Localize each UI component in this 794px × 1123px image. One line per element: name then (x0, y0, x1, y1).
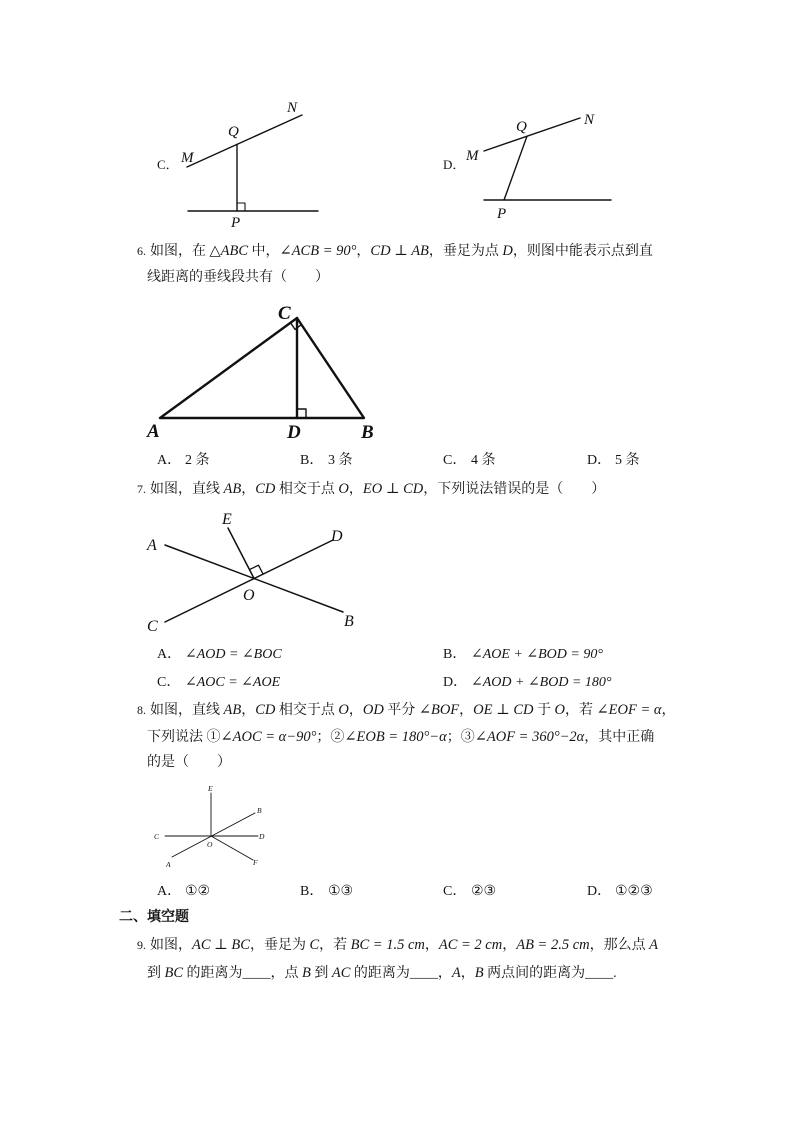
math-expression: B (474, 965, 484, 981)
option-text: ∠AOC = ∠AOE (185, 675, 281, 690)
text-run: 的是（ ） (147, 755, 231, 770)
text-run: 到 (310, 966, 332, 981)
text-run: ，则图中能表示点到直 (512, 244, 653, 259)
point-label-c: C (147, 618, 158, 635)
angle-bisector-figure (150, 783, 270, 873)
point-label-q: Q (516, 119, 527, 135)
option-c-label: C． (157, 157, 179, 172)
text-run: 两点间的距离为____. (483, 966, 617, 981)
math-expression: CD (255, 702, 276, 718)
question-7-option-b (443, 646, 603, 664)
question-7-option-d (443, 674, 612, 692)
option-label: D． (587, 884, 612, 899)
point-label-n: N (584, 112, 595, 128)
vertex-label-c: C (278, 303, 291, 324)
text-run: 的距离为____， (350, 966, 452, 981)
point-label-o: O (243, 587, 255, 604)
option-text: ②③ (471, 884, 497, 899)
question-8-option-d (587, 883, 653, 901)
option-label: C． (443, 453, 467, 468)
point-label-m: M (181, 150, 194, 166)
math-expression: CD (255, 481, 276, 497)
option-text: ∠AOD + ∠BOD = 180° (471, 675, 612, 690)
option-label: A． (157, 647, 182, 662)
text-run: 如图，直线 (150, 703, 224, 718)
question-8-option-b (300, 883, 353, 901)
question-7-option-c (157, 674, 280, 692)
text-run: ，下列说法错误的是（ ） (423, 482, 606, 497)
text-line-content (147, 966, 617, 981)
option-label: B． (443, 647, 467, 662)
option-text: 2 条 (185, 453, 210, 468)
point-label-p: P (231, 215, 241, 231)
text-run: 平分 (383, 703, 419, 718)
option-label: A． (157, 884, 182, 899)
point-label-d: D (259, 832, 265, 841)
question-number: 6. (137, 244, 146, 258)
text-run: ，垂足为 (249, 938, 310, 953)
math-expression: OE ⊥ CD (473, 702, 534, 718)
option-text: ∠AOD = ∠BOC (185, 647, 282, 662)
option-c-figure (150, 90, 330, 235)
text-run: 于 (533, 703, 555, 718)
point-label-a: A (147, 537, 157, 554)
point-label-e: E (222, 511, 232, 528)
intersecting-lines-figure (140, 505, 365, 637)
question-8-line-3 (147, 754, 231, 772)
option-text: 5 条 (615, 453, 640, 468)
option-label: D． (443, 675, 468, 690)
segment-qp (504, 136, 527, 200)
line-ab (172, 813, 255, 857)
math-expression: ∠EOF = α (596, 702, 662, 718)
text-run: 的距离为____，点 (183, 966, 303, 981)
right-angle-mark (237, 203, 245, 211)
option-label: C． (157, 675, 181, 690)
point-label-n: N (287, 100, 298, 116)
text-run: ，若 (565, 703, 597, 718)
vertex-label-a: A (147, 421, 160, 442)
text-run: ，其中正确 (584, 730, 655, 745)
point-label-f: F (253, 858, 258, 867)
math-expression: ∠AOF = 360°−2α (474, 729, 585, 745)
math-expression: AB = 2.5 cm (516, 937, 590, 953)
option-label: C． (443, 884, 467, 899)
text-run: ， (348, 482, 363, 497)
right-angle-mark-d (297, 409, 306, 418)
question-8-option-a (157, 883, 210, 901)
question-number: 7. (137, 482, 146, 496)
question-7-option-a (157, 646, 282, 664)
point-label-e: E (208, 784, 213, 793)
math-expression: ∠BOF (418, 702, 460, 718)
line-mn (484, 118, 580, 151)
text-run: 如图，直线 (150, 482, 224, 497)
text-run: 如图，在 (150, 244, 210, 259)
vertex-label-d: D (287, 422, 301, 442)
text-line-content (150, 482, 605, 497)
text-run: 相交于点 (275, 703, 339, 718)
math-expression: O (554, 702, 565, 718)
option-text: ①②③ (615, 884, 653, 899)
option-label: A． (157, 453, 182, 468)
math-expression: ∠AOC = α−90° (220, 729, 317, 745)
math-expression: B (302, 965, 311, 981)
math-expression: A (649, 937, 658, 953)
text-run: 线距离的垂线段共有（ ） (147, 270, 329, 285)
question-6-line-2 (147, 269, 329, 287)
option-label: B． (300, 453, 324, 468)
point-label-m: M (466, 148, 479, 164)
question-9-line-1 (137, 936, 658, 955)
text-run: 到 (147, 966, 165, 981)
text-line-content (150, 244, 653, 259)
math-expression: BC (164, 965, 184, 981)
text-run: ，垂足为点 (428, 244, 503, 259)
text-run: 相交于点 (275, 482, 339, 497)
point-label-p: P (497, 206, 507, 222)
point-label-c: C (154, 832, 160, 841)
point-label-b: B (257, 806, 262, 815)
question-number: 9. (137, 938, 146, 952)
text-line-content (147, 730, 654, 745)
math-expression: AC ⊥ BC (192, 937, 250, 953)
question-7-line-1 (137, 480, 605, 499)
text-run: ，若 (319, 938, 351, 953)
question-9-line-2 (147, 964, 617, 983)
question-6-line-1 (137, 242, 653, 261)
section-header: 二、填空题 (119, 910, 189, 925)
math-expression: C (309, 937, 320, 953)
text-run: ， (356, 244, 371, 259)
text-line-content (147, 270, 329, 285)
option-label: D． (587, 453, 612, 468)
math-expression: △ABC (209, 243, 249, 259)
text-run: ， (460, 966, 475, 981)
option-text: 3 条 (328, 453, 353, 468)
text-run: ， (241, 482, 256, 497)
math-expression: ∠EOB = 180°−α (344, 729, 447, 745)
option-d-figure (460, 100, 620, 225)
math-expression: AC = 2 cm (438, 937, 503, 953)
option-text: 4 条 (471, 453, 496, 468)
text-run: ， (424, 938, 439, 953)
option-text: ①③ (328, 884, 354, 899)
text-run: ，那么点 (589, 938, 650, 953)
math-expression: BC = 1.5 cm (350, 937, 425, 953)
option-text: ①② (185, 884, 211, 899)
line-cd (165, 540, 333, 622)
ray-of (211, 836, 253, 860)
option-d-label: D． (443, 157, 466, 172)
question-6-option-a (157, 452, 210, 470)
question-8-line-2 (147, 728, 654, 747)
point-label-q: Q (228, 124, 239, 140)
question-6-option-c (443, 452, 496, 470)
math-expression: O (338, 702, 349, 718)
math-expression: EO ⊥ CD (362, 481, 424, 497)
vertex-label-b: B (361, 422, 374, 442)
option-label: B． (300, 884, 324, 899)
triangle-abc (160, 318, 364, 418)
point-label-b: B (344, 613, 354, 630)
text-run: ， (241, 703, 256, 718)
math-expression: AC (331, 965, 351, 981)
math-expression: D (502, 243, 513, 259)
text-line-content (150, 703, 675, 718)
triangle-abc-figure (145, 296, 385, 442)
math-expression: A (451, 965, 461, 981)
point-label-a: A (166, 860, 171, 869)
math-expression: CD ⊥ AB (370, 243, 429, 259)
math-expression: AB (223, 481, 242, 497)
point-label-d: D (331, 528, 343, 545)
math-expression: OD (362, 702, 384, 718)
question-8-option-c (443, 883, 496, 901)
text-run: ， (502, 938, 517, 953)
text-line-content (147, 755, 231, 770)
option-text: ∠AOE + ∠BOD = 90° (471, 647, 603, 662)
question-number: 8. (137, 703, 146, 717)
text-run: 下列说法 ① (147, 730, 221, 745)
text-run: ；② (316, 730, 345, 745)
question-6-option-b (300, 452, 353, 470)
text-run: ， (661, 703, 676, 718)
text-run: 如图， (150, 938, 192, 953)
math-expression: AB (223, 702, 242, 718)
question-8-line-1 (137, 701, 675, 720)
math-expression: ∠ACB = 90° (279, 243, 357, 259)
text-run: 中， (248, 244, 280, 259)
text-run: ， (459, 703, 474, 718)
question-6-option-d (587, 452, 640, 470)
math-expression: O (338, 481, 349, 497)
text-line-content (150, 938, 658, 953)
point-label-o: O (207, 840, 213, 849)
line-mn (187, 115, 302, 167)
text-run: ， (348, 703, 363, 718)
text-run: ；③ (446, 730, 475, 745)
